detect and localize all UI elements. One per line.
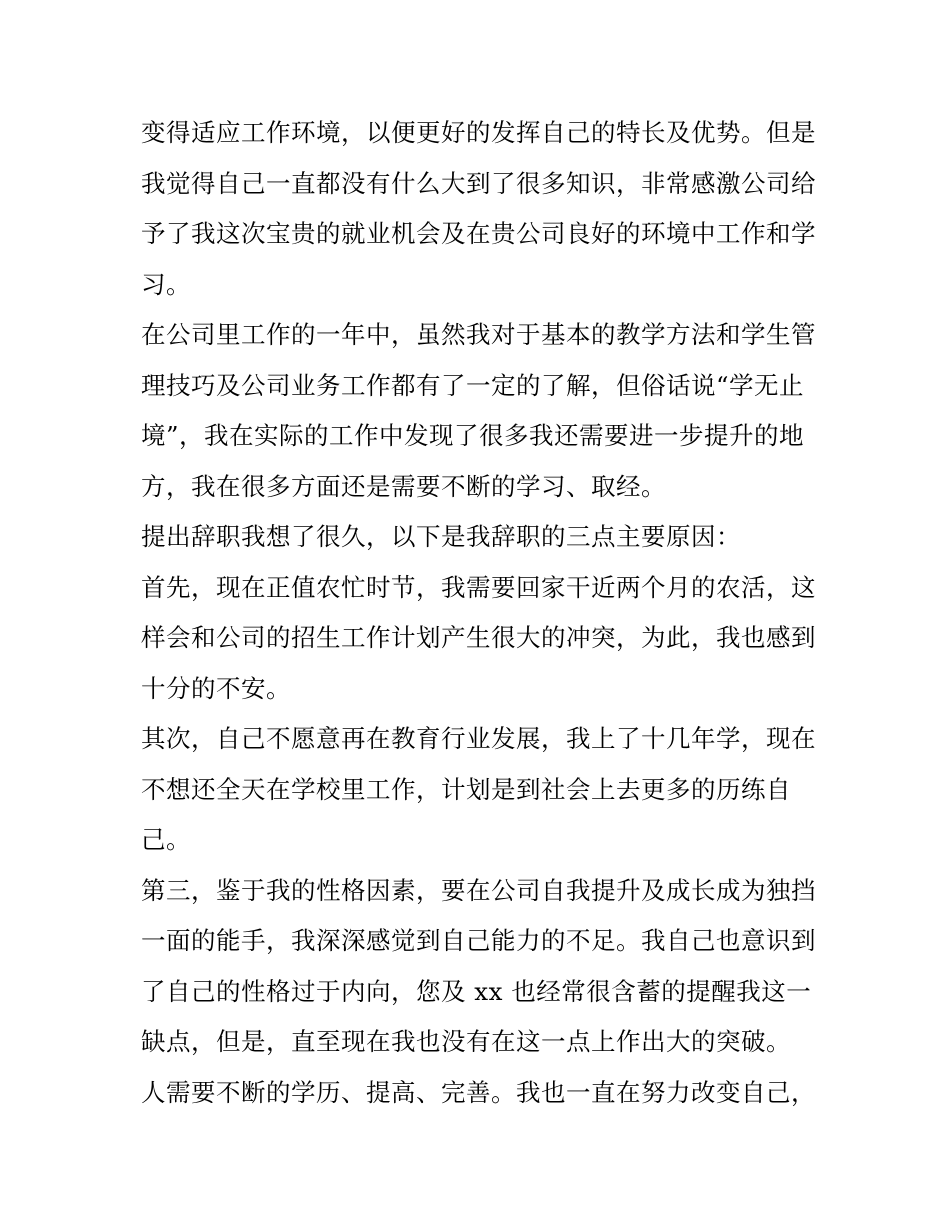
text-line: 变得适应工作环境，以便更好的发挥自己的特长及优势。但是 (141, 118, 816, 147)
text-line: 一面的能手，我深深感觉到自己能力的不足。我自己也意识到 (141, 926, 816, 955)
text-line: 提出辞职我想了很久，以下是我辞职的三点主要原因： (141, 522, 741, 551)
text-line: 不想还全天在学校里工作，计划是到社会上去更多的历练自 (141, 774, 791, 804)
text-line: 人需要不断的学历、提高、完善。我也一直在努力改变自己， (141, 1077, 816, 1107)
text-line: 第三，鉴于我的性格因素，要在公司自我提升及成长成为独挡 (141, 875, 816, 905)
text-line: 缺点，但是，直至现在我也没有在这一点上作出大的突破。 (141, 1027, 791, 1056)
text-line: 习。 (141, 269, 191, 299)
text-line: 首先，现在正值农忙时节，我需要回家干近两个月的农活，这 (141, 572, 816, 602)
text-line: 了自己的性格过于内向，您及 xx 也经常很含蓄的提醒我这一 (141, 976, 812, 1006)
text-line: 理技巧及公司业务工作都有了一定的了解，但俗话说“学无止 (141, 370, 805, 400)
text-line: 方，我在很多方面还是需要不断的学习、取经。 (141, 471, 666, 501)
text-line: 境”，我在实际的工作中发现了很多我还需要进一步提升的地 (141, 421, 805, 450)
text-line: 样会和公司的招生工作计划产生很大的冲突，为此，我也感到 (141, 623, 816, 652)
text-line: 十分的不安。 (141, 673, 291, 703)
text-line: 其次，自己不愿意再在教育行业发展，我上了十几年学，现在 (141, 724, 816, 753)
resignation-letter-body (141, 108, 821, 1118)
text-line: 在公司里工作的一年中，虽然我对于基本的教学方法和学生管 (141, 320, 816, 349)
text-line: 己。 (141, 825, 191, 854)
text-line: 我觉得自己一直都没有什么大到了很多知识，非常感激公司给 (141, 168, 816, 198)
text-line: 予了我这次宝贵的就业机会及在贵公司良好的环境中工作和学 (141, 219, 816, 248)
